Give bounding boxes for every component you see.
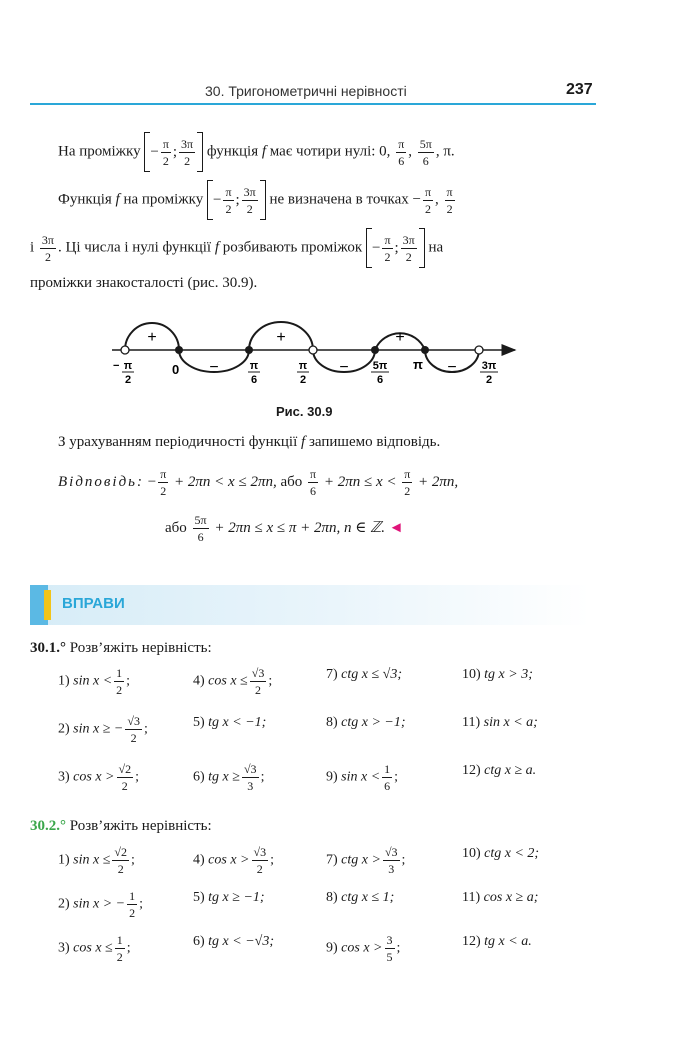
ex1-item-8: 11) sin x < a; <box>462 715 538 730</box>
ex1-item-7: 8) ctg x > −1; <box>326 715 406 730</box>
label-pi-6-num: π <box>249 360 259 372</box>
label-5pi-6-den: 6 <box>376 374 384 386</box>
point-filled-1 <box>175 346 183 354</box>
ex2-item-4: 10) ctg x < 2; <box>462 846 540 861</box>
ex2-item-8: 11) cos x ≥ a; <box>462 890 539 905</box>
label-pi-2-den: 2 <box>299 374 307 386</box>
ex1-item-5: 2) sin x ≥ − $\frac{√3}{2}$ ; <box>58 714 148 745</box>
intro-line-1: На проміжку − $\frac{\pi}{2}$ ; $\frac{3\pi}{2}$ функція f має чотири нулі: 0, $\frac{\pi}{6}$ , $\frac{5\pi}{6}$ , π. <box>58 132 455 172</box>
sign-minus-1: − <box>209 359 219 376</box>
ex2-item-2: 4) cos x > $\frac{√3}{2}$ ; <box>193 845 274 876</box>
ex1-item-10: 6) tg x ≥ $\frac{√3}{3}$ ; <box>193 762 265 793</box>
sign-plus-2: + <box>276 329 286 346</box>
intro-line-3: і $\frac{3\pi}{2}$ . Ці числа і нулі функції f розбивають проміжок − $\frac{\pi}{2}$ ; $\frac{3\pi}{2}$ на <box>30 228 443 268</box>
chapter-number: 30. <box>205 83 225 99</box>
sign-minus-2: − <box>339 359 349 376</box>
ex1-item-2: 4) cos x ≤ $\frac{√3}{2}$ ; <box>193 666 273 697</box>
exercise-30-1-heading: 30.1.° Розв’яжіть нерівність: <box>30 640 212 656</box>
point-filled-4 <box>421 346 429 354</box>
label-3pi-2-den: 2 <box>485 374 493 386</box>
chapter-title: Тригонометричні нерівності <box>228 83 407 99</box>
interval-bracket: − $\frac{\pi}{2}$ ; $\frac{3\pi}{2}$ <box>207 180 266 220</box>
answer-line-2: або $\frac{5\pi}{6}$ + 2πn ≤ x ≤ π + 2πn, n ∈ ℤ. ◄ <box>165 513 404 544</box>
ex2-item-3: 7) ctg x > $\frac{√3}{3}$ ; <box>326 845 406 876</box>
ex1-item-12: 12) ctg x ≥ a. <box>462 763 537 778</box>
ex2-item-10: 6) tg x < −√3; <box>193 934 275 949</box>
ex1-item-6: 5) tg x < −1; <box>193 715 267 730</box>
ex2-item-6: 5) tg x ≥ −1; <box>193 890 265 905</box>
label-5pi-6-num: 5π <box>372 360 388 372</box>
point-filled-2 <box>245 346 253 354</box>
label-pi: π <box>413 357 423 372</box>
ex2-item-5: 2) sin x > − $\frac{1}{2}$ ; <box>58 889 144 920</box>
ex1-item-3: 7) ctg x ≤ √3; <box>326 667 403 682</box>
sign-diagram-figure <box>100 312 530 397</box>
end-of-solution-mark: ◄ <box>388 519 404 536</box>
exercise-30-2-heading: 30.2.° Розв’яжіть нерівність: <box>30 818 212 834</box>
point-open-1 <box>121 346 129 354</box>
point-open-3 <box>475 346 483 354</box>
ex2-item-12: 12) tg x < a. <box>462 934 532 949</box>
interval-bracket: − $\frac{\pi}{2}$ ; $\frac{3\pi}{2}$ <box>144 132 203 172</box>
ex2-item-11: 9) cos x > $\frac{3}{5}$ ; <box>326 933 401 964</box>
interval-bracket: − $\frac{\pi}{2}$ ; $\frac{3\pi}{2}$ <box>366 228 425 268</box>
running-header <box>205 83 407 99</box>
intro-line-2: Функція f на проміжку − $\frac{\pi}{2}$ ; $\frac{3\pi}{2}$ не визначена в точках − $\frac{\pi}{2}$ , $\frac{\pi}{2}$ <box>58 180 457 220</box>
label-pi-6-den: 6 <box>250 374 258 386</box>
section-title: ВПРАВИ <box>62 595 125 612</box>
header-rule <box>30 103 596 105</box>
label-minus-pi-2-num: π <box>123 360 133 372</box>
label-zero: 0 <box>172 362 180 377</box>
figure-caption: Рис. 30.9 <box>276 404 333 419</box>
section-banner-stripe <box>44 590 51 620</box>
point-open-2 <box>309 346 317 354</box>
ex2-item-1: 1) sin x ≤ $\frac{√2}{2}$ ; <box>58 845 135 876</box>
sign-plus-1: + <box>147 329 157 346</box>
label-minus-pi-2-sign: − <box>113 360 120 372</box>
intro-line-4: проміжки знакосталості (рис. 30.9). <box>30 275 258 291</box>
sign-plus-3: + <box>395 329 405 346</box>
ex1-item-11: 9) sin x < $\frac{1}{6}$ ; <box>326 762 399 793</box>
answer-label: Відповідь: <box>58 473 145 490</box>
answer-lead: З урахуванням періодичності функції f запишемо відповідь. <box>58 434 441 450</box>
label-pi-2-num: π <box>298 360 308 372</box>
label-3pi-2-num: 3π <box>481 360 497 372</box>
answer-line-1: Відповідь: − $\frac{\pi}{2}$ + 2πn < x ≤ 2πn, або $\frac{\pi}{6}$ + 2πn ≤ x < $\frac{\pi}{2}$ + 2πn, <box>58 467 459 498</box>
ex1-item-4: 10) tg x > 3; <box>462 667 533 682</box>
ex1-item-9: 3) cos x > $\frac{√2}{2}$ ; <box>58 762 139 793</box>
label-minus-pi-2-den: 2 <box>124 374 132 386</box>
sign-minus-3: − <box>447 359 457 376</box>
ex1-item-1: 1) sin x < $\frac{1}{2}$ ; <box>58 666 131 697</box>
ex2-item-9: 3) cos x ≤ $\frac{1}{2}$ ; <box>58 933 131 964</box>
ex2-item-7: 8) ctg x ≤ 1; <box>326 890 395 905</box>
point-filled-3 <box>371 346 379 354</box>
page-number: 237 <box>566 81 593 98</box>
